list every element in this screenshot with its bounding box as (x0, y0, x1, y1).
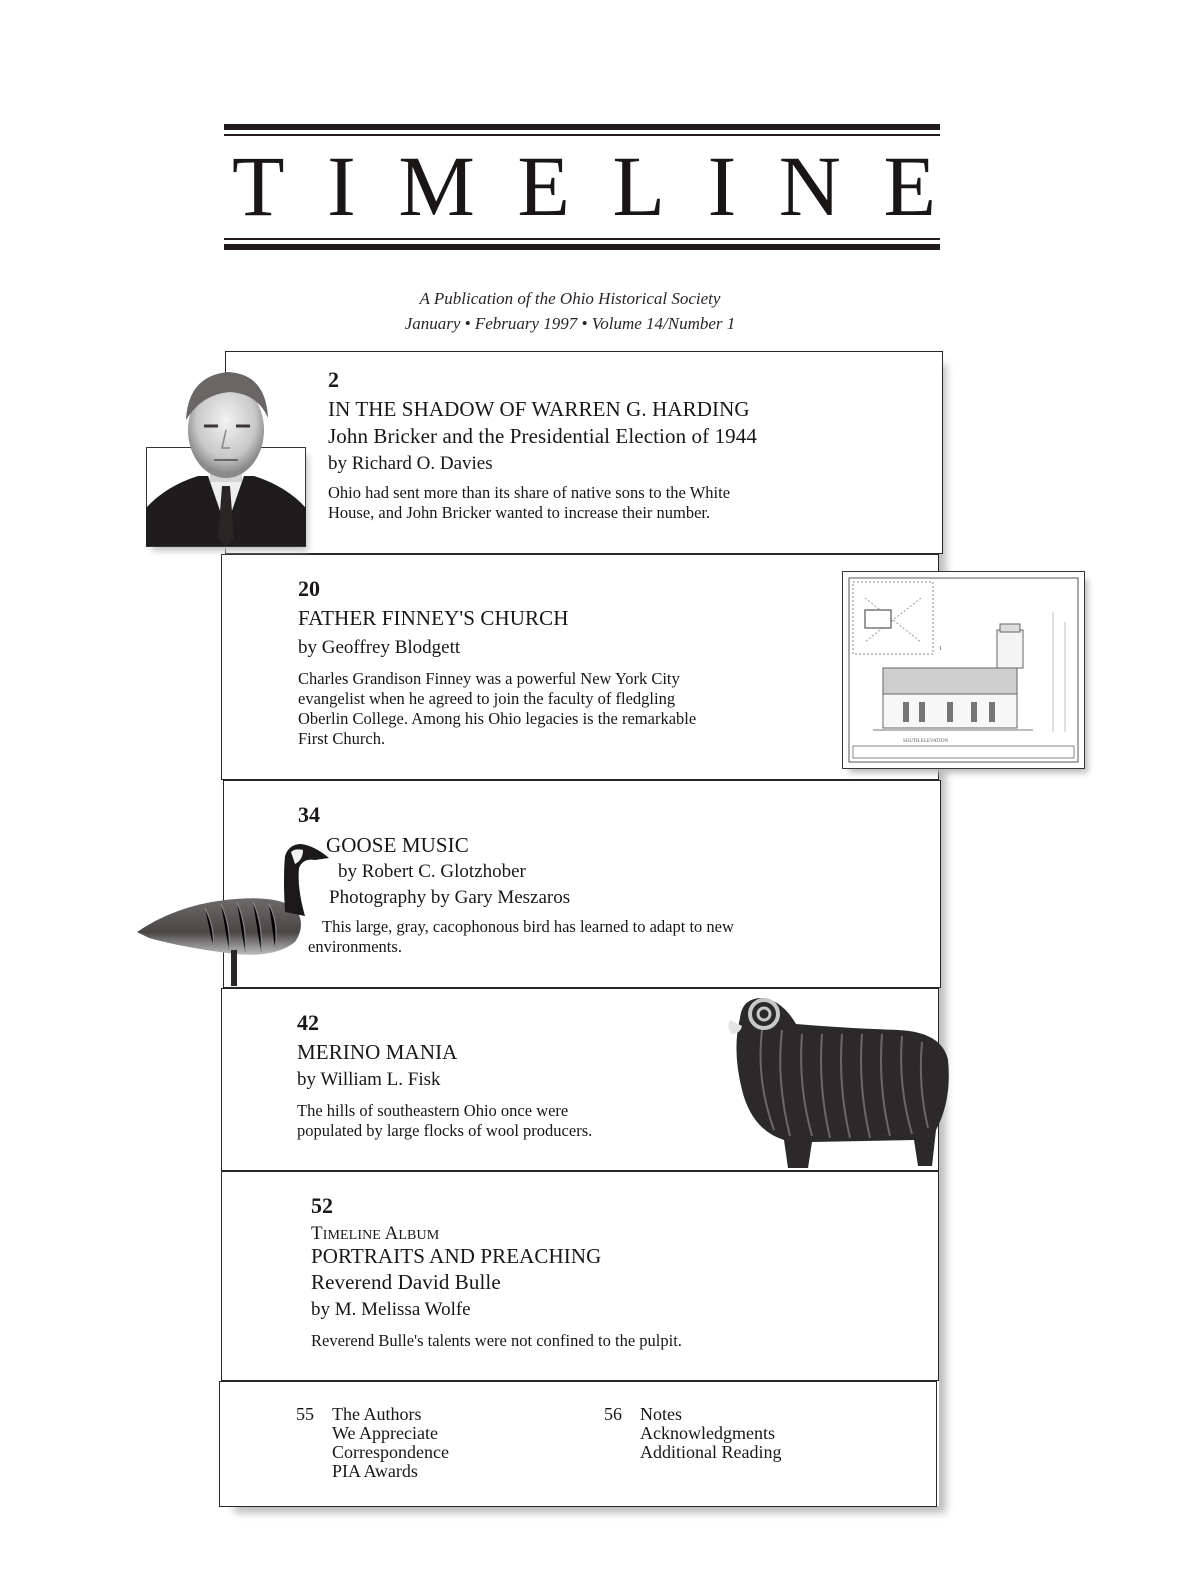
article-byline: by Geoffrey Blodgett (298, 637, 461, 658)
page-number: 34 (298, 802, 320, 827)
title-letter: I (707, 138, 737, 234)
title-letter: L (612, 138, 665, 234)
page-number: 20 (298, 576, 320, 601)
title-letter: I (327, 138, 356, 234)
article-description: Reverend Bulle's talents were not confined to the pulpit. (311, 1331, 682, 1350)
article-harding[interactable] (328, 367, 757, 523)
title-letter: M (398, 138, 475, 234)
article-byline: by William L. Fisk (297, 1069, 441, 1090)
article-description: This large, gray, cacophonous bird has learned to adapt to new environments. (308, 917, 734, 956)
church-drawing-image (842, 571, 1085, 769)
masthead-bottom-thick-rule (224, 244, 940, 250)
series-label: TIMELINE ALBUM (311, 1223, 440, 1244)
article-title[interactable]: PORTRAITS AND PREACHING (311, 1244, 602, 1268)
church-elevation-drawing-icon (843, 572, 1084, 768)
publication-line: A Publication of the Ohio Historical Society (419, 289, 721, 308)
article-description: Ohio had sent more than its share of native sons to the White House, and John Bricker wanted to increase their number. (328, 483, 731, 522)
goose-image (135, 838, 335, 988)
article-goose[interactable] (298, 802, 734, 957)
article-title[interactable]: GOOSE MUSIC (326, 833, 469, 857)
page-number: 55 (296, 1404, 314, 1424)
magazine-title (224, 136, 940, 238)
article-merino[interactable] (297, 1010, 592, 1141)
article-album[interactable] (311, 1193, 682, 1351)
article-description: Charles Grandison Finney was a powerful New York City evangelist when he agreed to join the faculty of fledgling Oberlin College. Among his Ohio legacies is the remarkable First Church. (298, 669, 697, 748)
department-items: The Authors We Appreciate Correspondence PIA Awards (332, 1404, 449, 1481)
department-items: Notes Acknowledgments Additional Reading (640, 1404, 782, 1462)
title-letter: N (778, 138, 841, 234)
article-title[interactable]: MERINO MANIA (297, 1040, 458, 1064)
page-number: 52 (311, 1193, 333, 1218)
page-number: 42 (297, 1010, 319, 1035)
article-description: The hills of southeastern Ohio once were populated by large flocks of wool producers. (297, 1101, 593, 1140)
title-letter: E (883, 138, 936, 234)
article-byline: by Richard O. Davies (328, 453, 493, 474)
article-subtitle: John Bricker and the Presidential Election of 1944 (328, 424, 757, 448)
article-byline: by Robert C. Glotzhober (338, 861, 526, 882)
issue-line: January • February 1997 • Volume 14/Number 1 (404, 314, 736, 333)
article-title[interactable]: FATHER FINNEY'S CHURCH (298, 606, 569, 630)
title-letter: E (517, 138, 570, 234)
title-letter: T (232, 138, 285, 234)
article-finney[interactable] (298, 576, 696, 749)
article-byline: by M. Melissa Wolfe (311, 1299, 471, 1320)
page-number: 56 (604, 1404, 622, 1424)
svg-text:1: 1 (939, 646, 942, 652)
photo-credit: Photography by Gary Meszaros (329, 887, 571, 908)
svg-text:SOUTH ELEVATION: SOUTH ELEVATION (903, 739, 949, 744)
article-subtitle: Reverend David Bulle (311, 1270, 501, 1294)
merino-ram-image (722, 990, 952, 1170)
article-title[interactable]: IN THE SHADOW OF WARREN G. HARDING (328, 397, 750, 421)
portrait-image (146, 368, 306, 546)
masthead (224, 124, 940, 250)
toc-section-departments (219, 1381, 937, 1507)
page-number: 2 (328, 367, 339, 392)
